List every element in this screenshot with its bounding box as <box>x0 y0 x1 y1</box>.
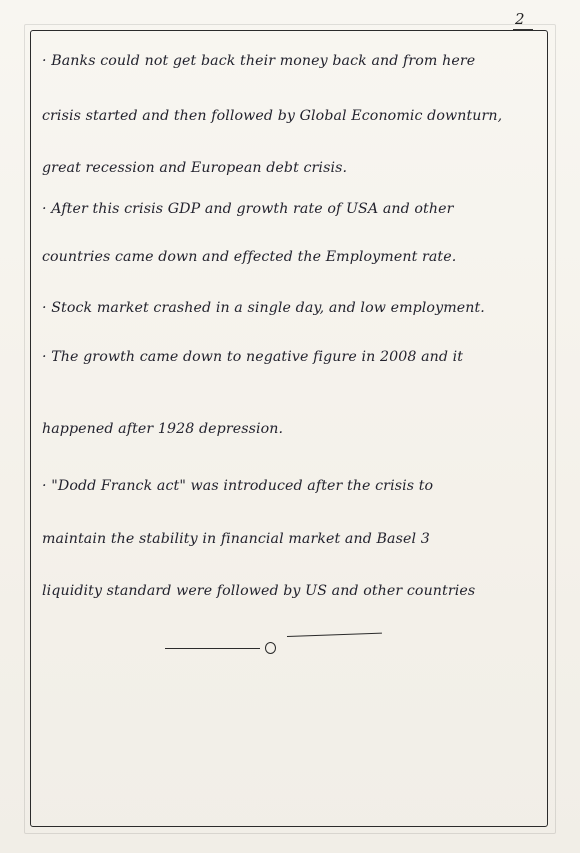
end-rule-right <box>287 633 382 637</box>
end-rule-left <box>165 648 260 649</box>
text-line-10: maintain the stability in financial market and Basel 3 <box>42 531 430 547</box>
page-number: 2 <box>515 10 525 28</box>
text-line-5: countries came down and effected the Employment rate. <box>42 249 457 265</box>
text-line-2: crisis started and then followed by Global Economic downturn, <box>42 108 503 124</box>
text-line-11: liquidity standard were followed by US and other countries <box>42 583 476 599</box>
end-circle-mark <box>265 642 276 654</box>
text-line-6: · Stock market crashed in a single day, and low employment. <box>42 300 485 316</box>
text-line-9: · "Dodd Franck act" was introduced after the crisis to <box>42 478 434 494</box>
text-line-1: · Banks could not get back their money back and from here <box>42 53 476 69</box>
text-line-3: great recession and European debt crisis. <box>42 160 348 176</box>
end-ornament <box>165 628 395 658</box>
text-line-8: happened after 1928 depression. <box>42 421 284 437</box>
text-line-7: · The growth came down to negative figure in 2008 and it <box>42 349 464 365</box>
text-line-4: · After this crisis GDP and growth rate of USA and other <box>42 201 454 217</box>
